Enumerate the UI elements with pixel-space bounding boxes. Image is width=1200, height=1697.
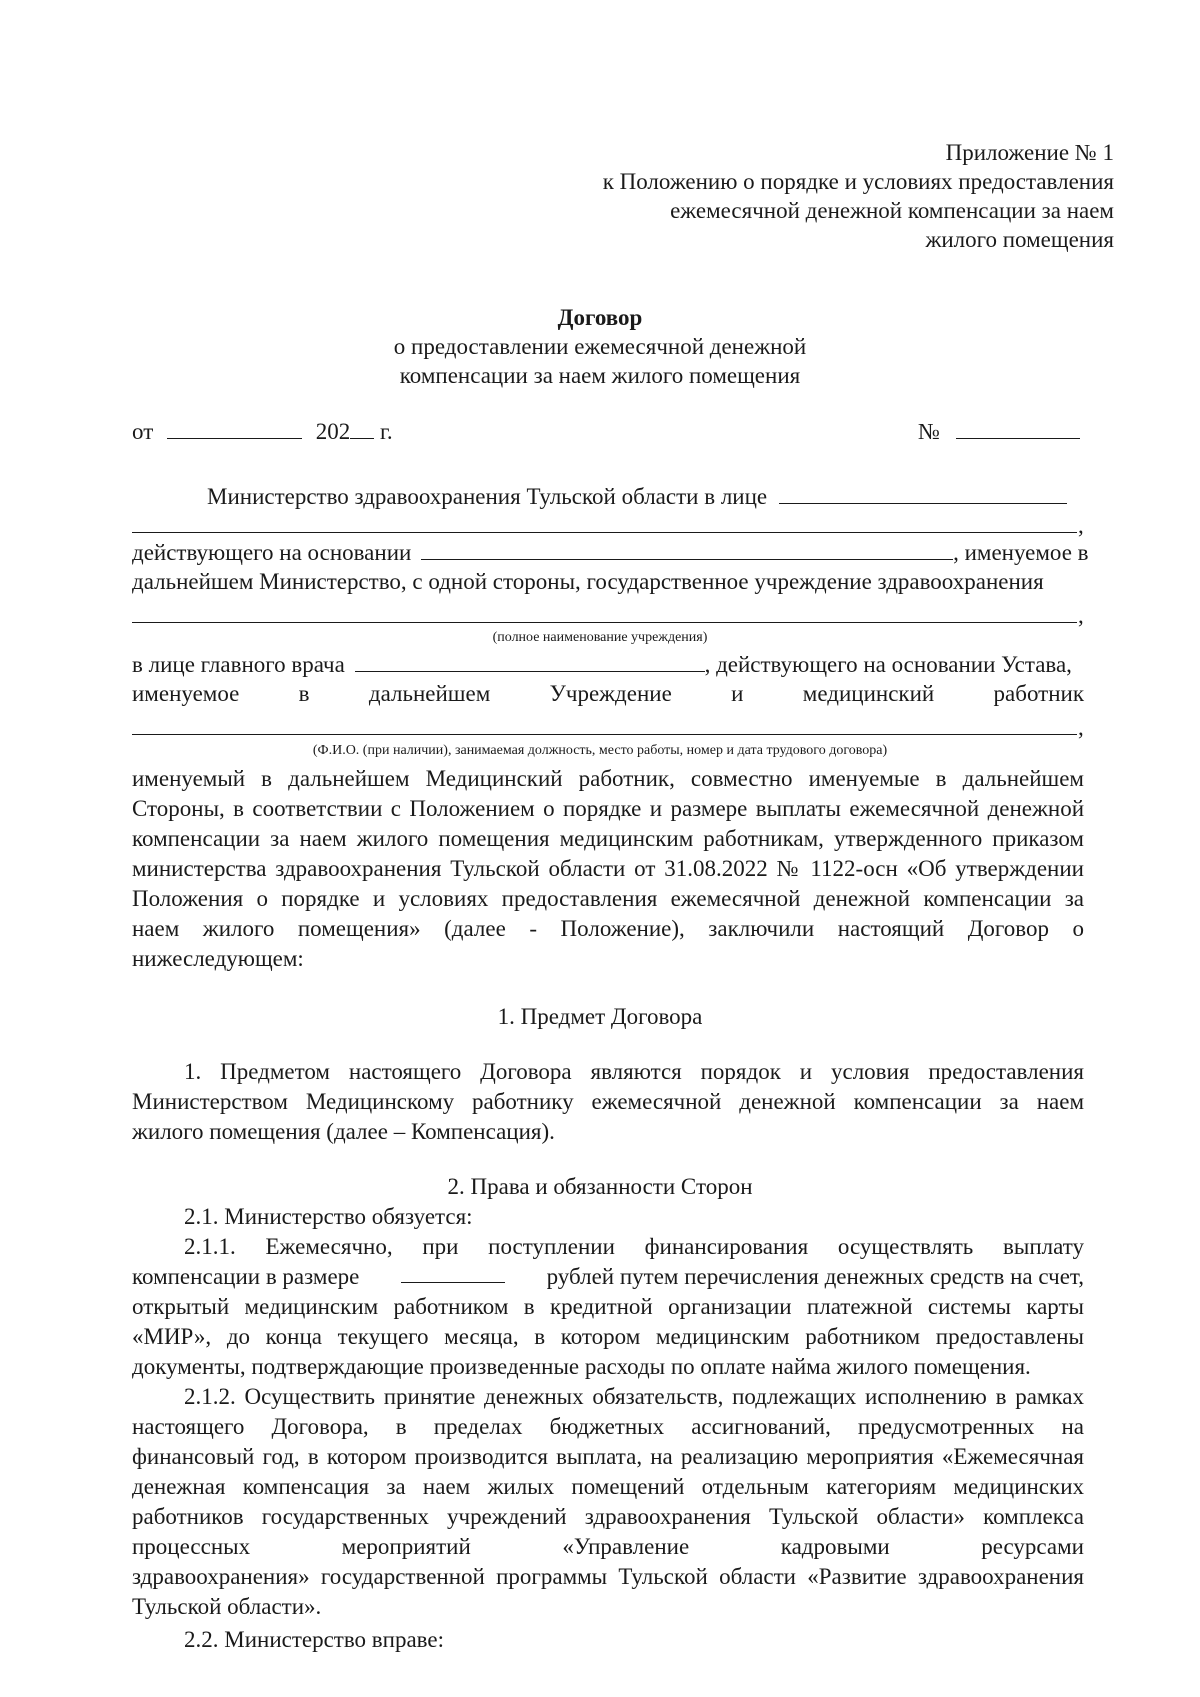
- body-line-5: Положения о порядке и условиях предоставления ежемесячной денежной компенсации за: [132, 886, 1084, 911]
- comma-3: ,: [1078, 715, 1084, 740]
- date-year: 202: [315, 419, 351, 444]
- section-2-1-1-line-1: 2.1.1. Ежемесячно, при поступлении финансирования осуществлять выплату: [184, 1234, 1084, 1259]
- section-2-1-2-line-7: здравоохранения» государственной программы Тульской области «Развитие здравоохранения: [132, 1564, 1084, 1589]
- ministry-intro: Министерство здравоохранения Тульской области в лице: [207, 484, 768, 509]
- parties-line-3: дальнейшем Министерство, с одной стороны, государственное учреждение здравоохранения: [132, 569, 1044, 594]
- section-2-1-1-line-2: [132, 1262, 1084, 1291]
- section-2-1-2-line-4: денежная компенсация за наем жилых помещений отдельным категориям медицинских: [132, 1474, 1084, 1499]
- number-line: [918, 417, 1080, 446]
- body-line-2: Стороны, в соответствии с Положением о порядке и размере выплаты ежемесячной денежной: [132, 796, 1084, 821]
- worker-caption: (Ф.И.О. (при наличии), занимаемая должность, место работы, номер и дата трудового договора): [312, 743, 888, 758]
- number-blank: [956, 418, 1080, 439]
- section-2-1-2-line-2: настоящего Договора, в пределах бюджетных ассигнований, предусмотренных на: [132, 1414, 1084, 1439]
- section-2-1-2-line-8: Тульской области».: [132, 1594, 322, 1619]
- body-line-6: наем жилого помещения» (далее - Положение), заключили настоящий Договор о: [132, 916, 1084, 941]
- chief-doctor-blank: [355, 651, 705, 672]
- date-blank: [167, 418, 302, 439]
- ministry-intro-line: [207, 482, 1067, 511]
- date-year-suffix: г.: [380, 419, 393, 444]
- named-in: , именуемое в: [953, 540, 1089, 565]
- acting-charter: , действующего на основании Устава,: [704, 652, 1072, 677]
- date-line: [132, 417, 393, 446]
- appendix-line-4: жилого помещения: [925, 227, 1114, 252]
- body-line-3: компенсации за наем жилого помещения медицинским работникам, утвержденного приказом: [132, 826, 1084, 851]
- acting-basis-blank: [421, 539, 953, 560]
- appendix-header: [603, 138, 1114, 254]
- section-1-title: 1. Предмет Договора: [497, 1004, 703, 1029]
- institution-caption: (полное наименование учреждения): [492, 630, 708, 645]
- document-subtitle-1: о предоставлении ежемесячной денежной: [393, 334, 807, 359]
- comma-2: ,: [1078, 603, 1084, 628]
- section-2-1-2-line-3: финансовый год, в котором производится выплата, на реализацию мероприятия «Ежемесячная: [132, 1444, 1084, 1469]
- section-2-1-2-line-1: 2.1.2. Осуществить принятие денежных обязательств, подлежащих исполнению в рамках: [184, 1384, 1084, 1409]
- body-line-4: министерства здравоохранения Тульской области от 31.08.2022 № 1122-осн «Об утверждении: [132, 856, 1084, 881]
- acting-basis-line: [132, 538, 1089, 567]
- acting-basis: действующего на основании: [132, 540, 412, 565]
- appendix-line-3: ежемесячной денежной компенсации за наем: [670, 198, 1114, 223]
- section-2-2: 2.2. Министерство вправе:: [184, 1627, 445, 1652]
- document-subtitle-2: компенсации за наем жилого помещения: [399, 363, 801, 388]
- appendix-line-2: к Положению о порядке и условиях предоставления: [602, 169, 1114, 194]
- body-line-7: нижеследующем:: [132, 946, 304, 971]
- section-1-line-1: 1. Предметом настоящего Договора являются порядок и условия предоставления: [184, 1059, 1084, 1084]
- section-2-1-1-line-4: «МИР», до конца текущего месяца, в котором медицинским работником предоставлены: [132, 1324, 1084, 1349]
- document-title: Договор: [557, 305, 643, 330]
- section-2-1-2-line-6: процессных мероприятий «Управление кадровыми ресурсами: [132, 1534, 1084, 1559]
- section-2-1-2-line-5: работников государственных учреждений здравоохранения Тульской области» комплекса: [132, 1504, 1084, 1529]
- worker-rule: [132, 734, 1077, 735]
- compensation-amount-label: компенсации в размере: [132, 1264, 360, 1289]
- parties-line-6: именуемое в дальнейшем Учреждение и медицинский работник: [132, 681, 1084, 706]
- chief-doctor: в лице главного врача: [132, 652, 345, 677]
- chief-doctor-line: [132, 650, 1072, 679]
- body-line-1: именуемый в дальнейшем Медицинский работник, совместно именуемые в дальнейшем: [132, 766, 1084, 791]
- comma-1: ,: [1078, 513, 1084, 538]
- ministry-rep-rule: [132, 532, 1077, 533]
- year-blank: [350, 418, 374, 439]
- section-2-1-1-line-5: документы, подтверждающие произведенные расходы по оплате найма жилого помещения.: [132, 1354, 1031, 1379]
- section-2-1-1-line-3: открытый медицинским работником в кредитной организации платежной системы карты: [132, 1294, 1084, 1319]
- section-2-1: 2.1. Министерство обязуется:: [184, 1204, 473, 1229]
- compensation-amount-rest: рублей путем перечисления денежных средств на счет,: [546, 1264, 1084, 1289]
- section-1-line-2: Министерством Медицинскому работнику ежемесячной денежной компенсации за наем: [132, 1089, 1084, 1114]
- document-title-block: [0, 303, 1200, 390]
- number-sign: №: [918, 419, 940, 444]
- section-2-title: 2. Права и обязанности Сторон: [447, 1174, 753, 1199]
- date-from-label: от: [132, 419, 154, 444]
- compensation-amount-blank: [401, 1262, 505, 1283]
- section-1-line-3: жилого помещения (далее – Компенсация).: [132, 1119, 555, 1144]
- appendix-line-1: Приложение № 1: [945, 140, 1114, 165]
- ministry-rep-blank: [779, 483, 1067, 504]
- institution-rule: [132, 622, 1077, 623]
